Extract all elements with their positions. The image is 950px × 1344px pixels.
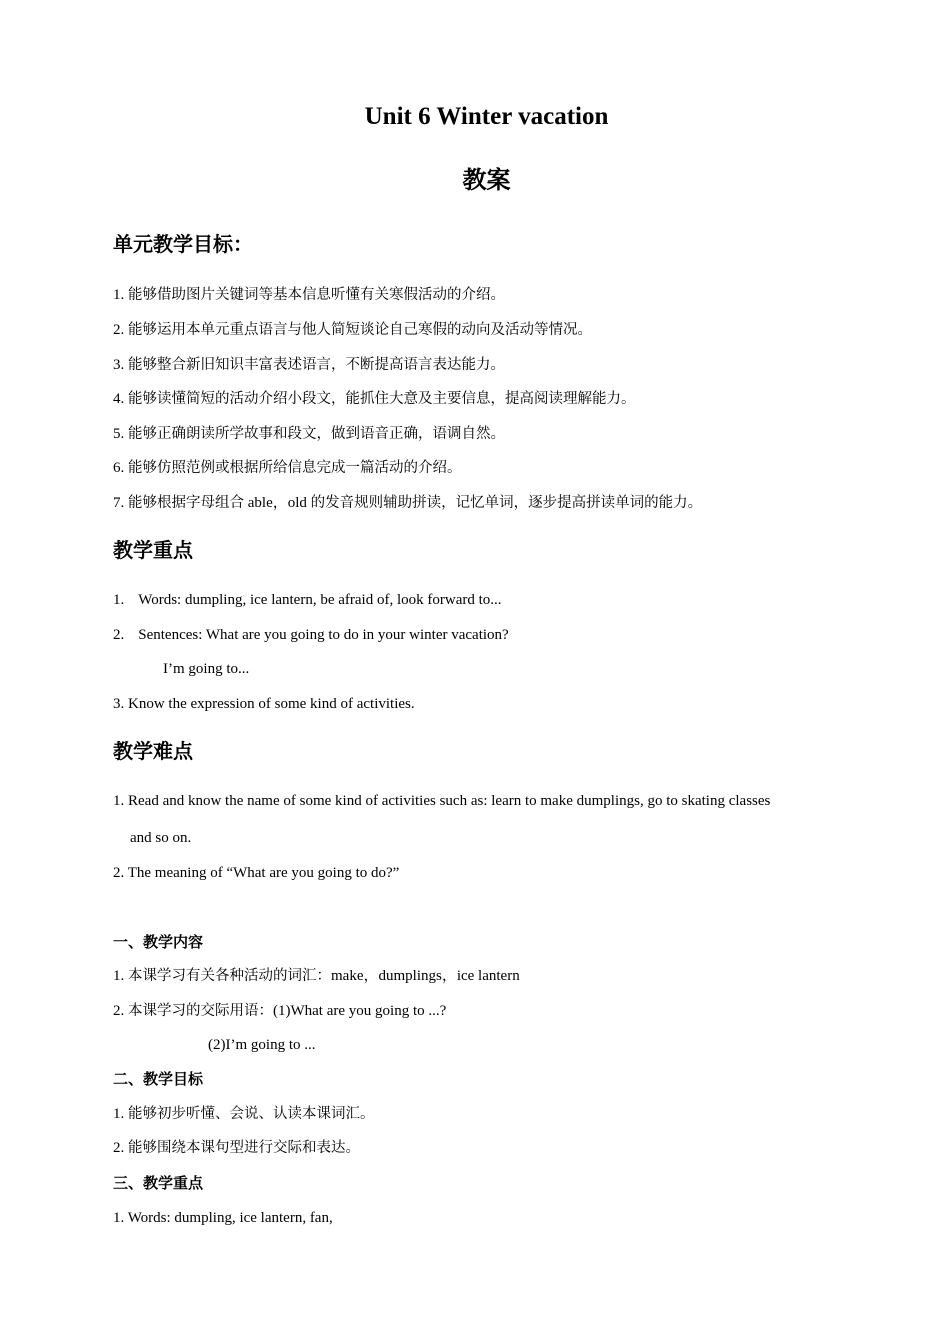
key-points-heading: 教学重点 xyxy=(113,538,193,562)
unit-goal-item: 4. 能够读懂简短的活动介绍小段文，能抓住大意及主要信息，提高阅读理解能力。 xyxy=(113,391,636,407)
unit-goal-item: 6. 能够仿照范例或根据所给信息完成一篇活动的介绍。 xyxy=(113,460,462,476)
difficulty-item: 2. The meaning of “What are you going to do?” xyxy=(113,865,400,881)
unit-goal-item: 7. 能够根据字母组合 able，old 的发音规则辅助拼读，记忆单词，逐步提高拼读单词的能力。 xyxy=(113,495,703,511)
key-point-continuation: I’m going to... xyxy=(163,661,250,677)
unit-goal-item: 3. 能够整合新旧知识丰富表述语言，不断提高语言表达能力。 xyxy=(113,357,505,373)
unit-goal-item: 1. 能够借助图片关键词等基本信息听懂有关寒假活动的介绍。 xyxy=(113,287,505,303)
unit-goal-item: 5. 能够正确朗读所学故事和段文，做到语音正确，语调自然。 xyxy=(113,426,505,442)
goal-item: 1. 能够初步听懂、会说、认读本课词汇。 xyxy=(113,1106,375,1122)
document-title: Unit 6 Winter vacation xyxy=(364,103,609,130)
content-item-continuation: (2)I’m going to ... xyxy=(208,1037,316,1053)
content-item: 2. 本课学习的交际用语：(1)What are you going to ...? xyxy=(113,1003,447,1019)
key-point-item: 2. Sentences: What are you going to do in your winter vacation? xyxy=(113,627,509,643)
section-goals-heading: 二、教学目标 xyxy=(113,1070,204,1088)
section-keypoints-heading: 三、教学重点 xyxy=(113,1174,204,1192)
goal-item: 2. 能够围绕本课句型进行交际和表达。 xyxy=(113,1140,360,1156)
keypoint-item: 1. Words: dumpling, ice lantern, fan, xyxy=(113,1210,333,1226)
difficulty-item-continuation: and so on. xyxy=(130,830,192,846)
unit-goals-heading: 单元教学目标： xyxy=(113,232,253,256)
document-subtitle: 教案 xyxy=(462,166,511,194)
key-point-item: 1. Words: dumpling, ice lantern, be afraid of, look forward to... xyxy=(113,592,502,608)
key-point-item: 3. Know the expression of some kind of activities. xyxy=(113,696,415,712)
section-content-heading: 一、教学内容 xyxy=(113,933,204,951)
unit-goal-item: 2. 能够运用本单元重点语言与他人简短谈论自己寒假的动向及活动等情况。 xyxy=(113,322,592,338)
difficulty-item: 1. Read and know the name of some kind of activities such as: learn to make dumplings, go to skating classes xyxy=(113,793,771,809)
difficulties-heading: 教学难点 xyxy=(113,739,193,763)
content-item: 1. 本课学习有关各种活动的词汇：make，dumplings，ice lantern xyxy=(113,968,520,984)
